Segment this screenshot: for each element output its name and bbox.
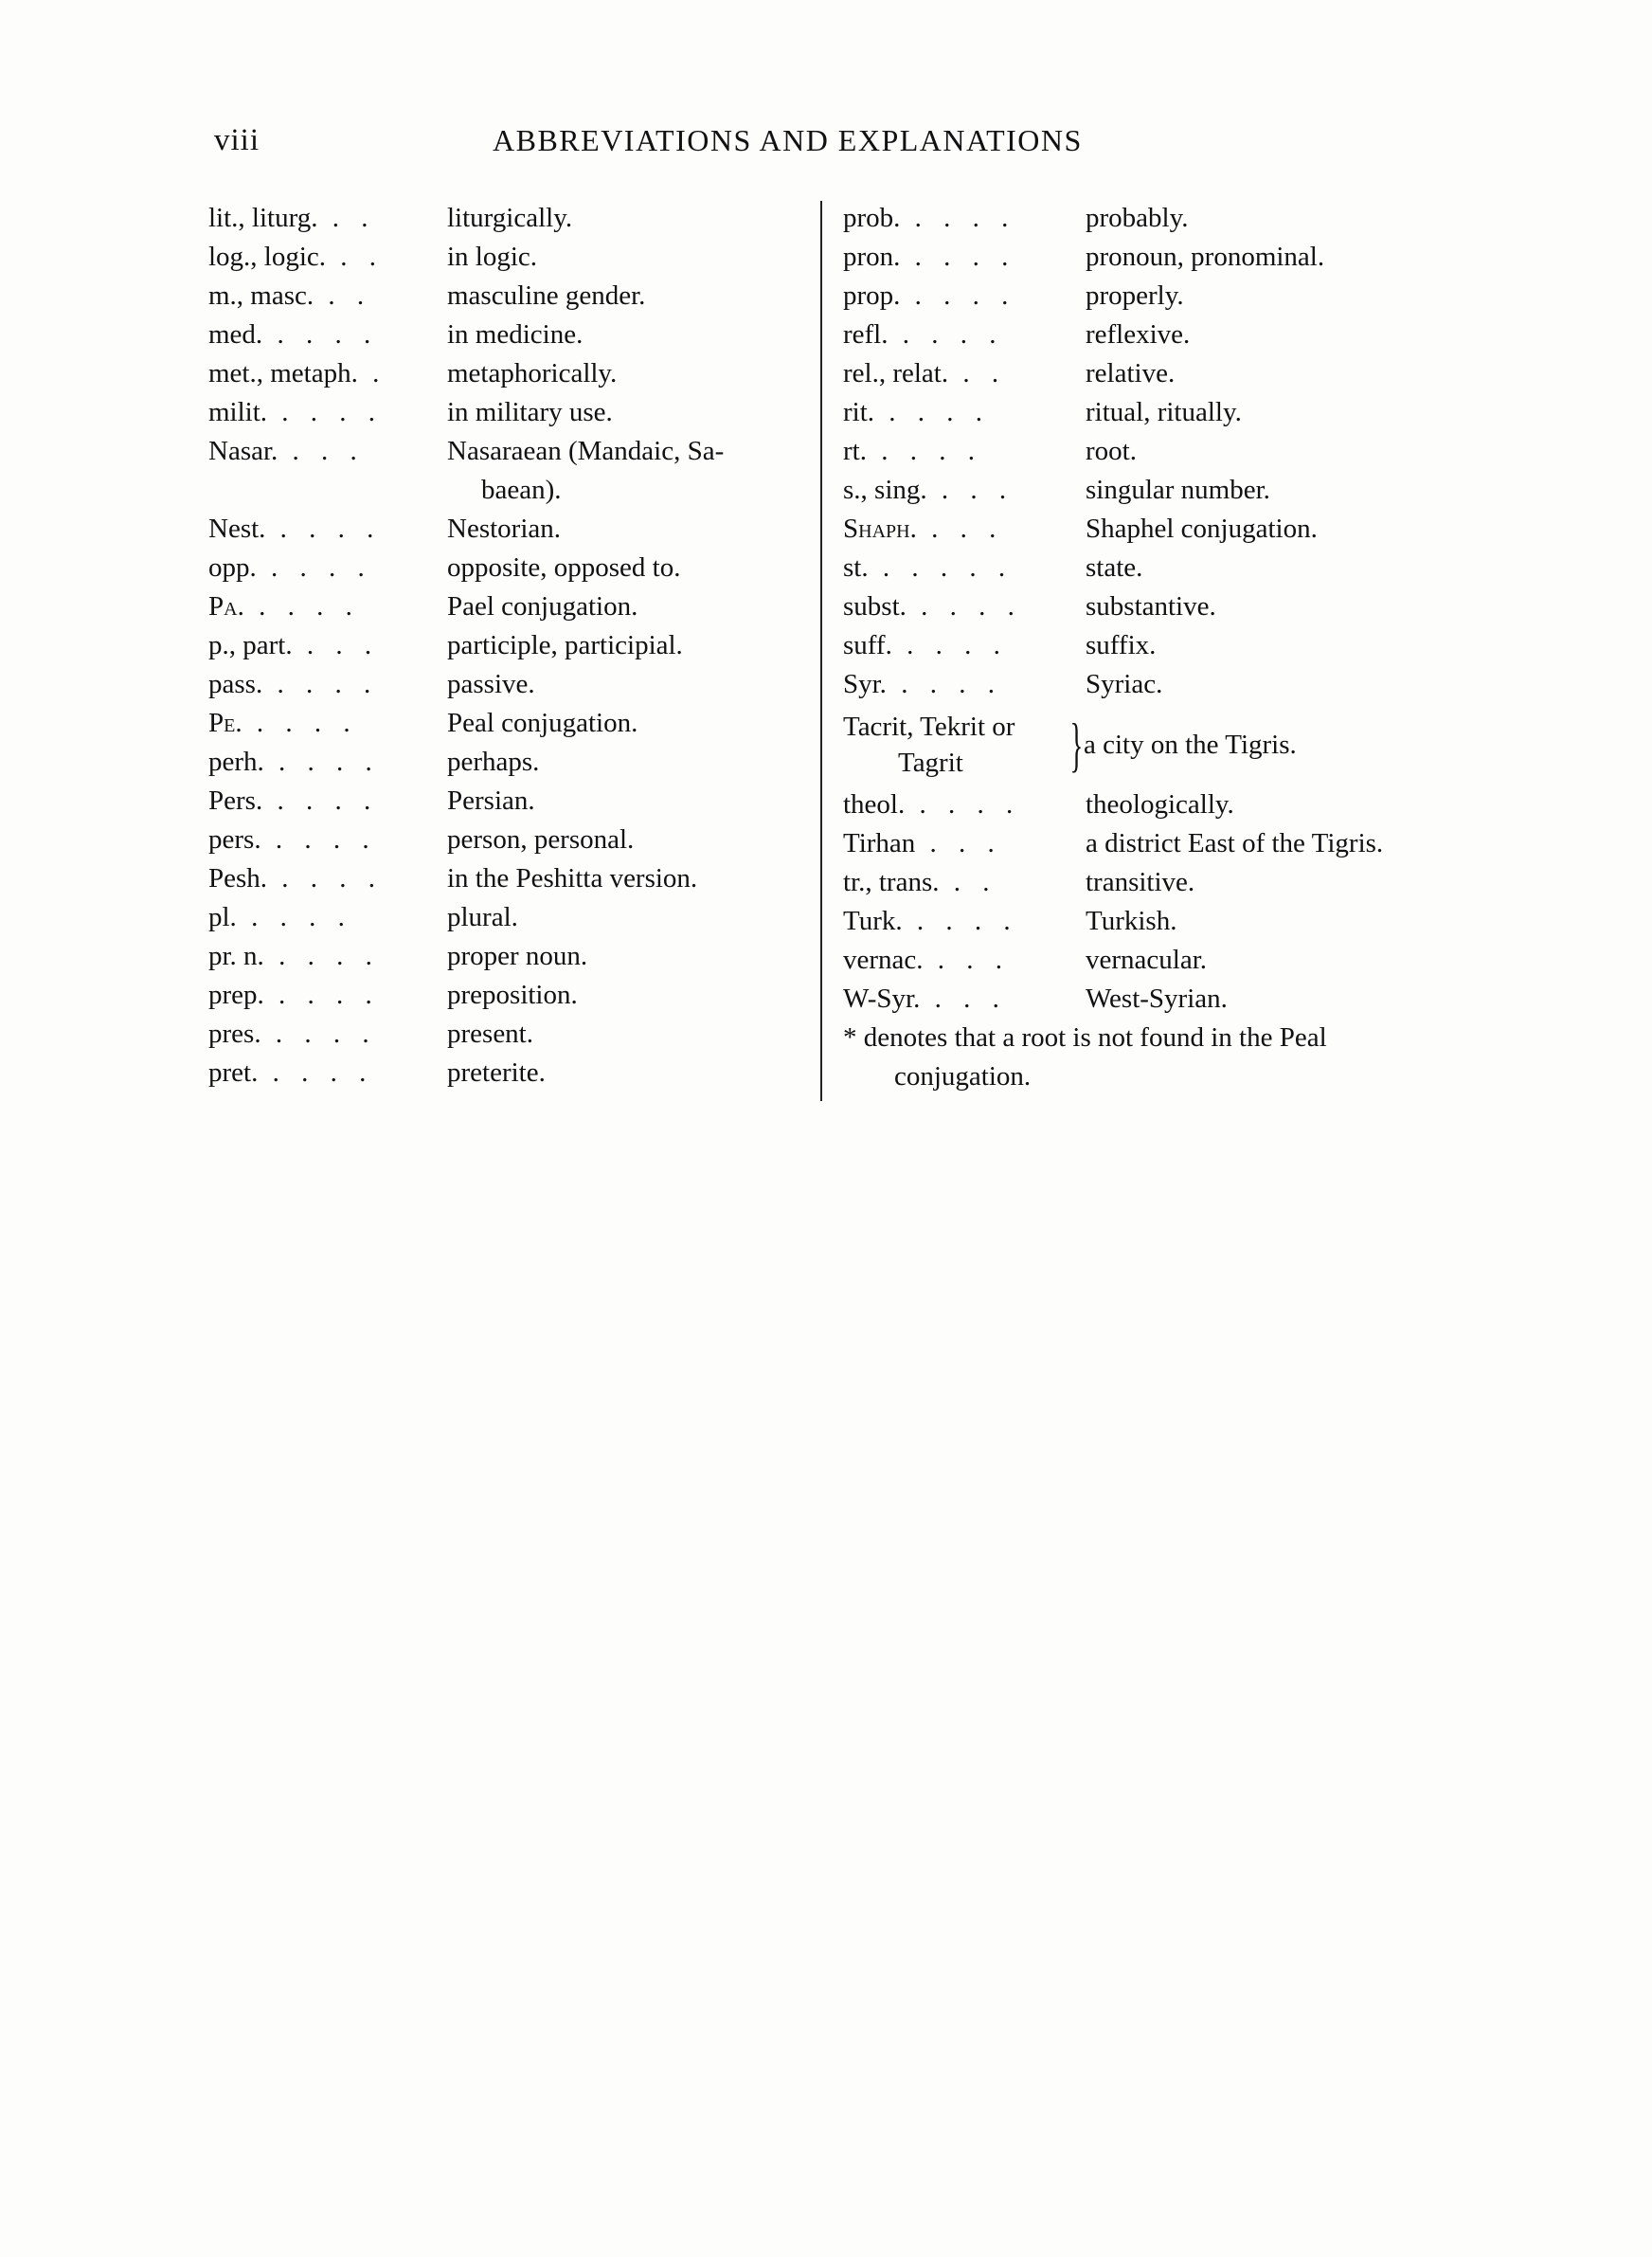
entry-abbr: Syr. bbox=[843, 669, 887, 699]
leader-dots: . . . . bbox=[267, 863, 384, 894]
leader-dots: . . bbox=[939, 867, 997, 897]
entry-abbr: prop. bbox=[843, 280, 901, 311]
entry-abbr: med. bbox=[208, 319, 263, 350]
entry-abbr: pret. bbox=[208, 1057, 259, 1088]
entry-abbr: Shaph. bbox=[843, 514, 917, 544]
entry-row bbox=[208, 782, 815, 821]
entry-row bbox=[843, 238, 1459, 277]
entry-row bbox=[208, 199, 815, 238]
leader-dots: . . . . bbox=[260, 824, 377, 855]
entry-row bbox=[843, 432, 1459, 471]
entry-abbr: Tirhan bbox=[843, 828, 916, 858]
entry-meaning: suffix. bbox=[1086, 630, 1157, 660]
leader-dots: . . bbox=[314, 280, 372, 311]
entry-meaning: plural. bbox=[447, 902, 518, 932]
leader-dots: . . bbox=[326, 242, 385, 272]
entry-meaning: a district East of the Tigris. bbox=[1086, 828, 1384, 858]
entry-abbr: prob. bbox=[843, 203, 901, 233]
entry-meaning: masculine gender. bbox=[447, 280, 646, 311]
entry-meaning: Shaphel conjugation. bbox=[1086, 514, 1318, 544]
entry-row bbox=[208, 432, 815, 510]
entry-abbr: rt. bbox=[843, 436, 867, 466]
tagrit-meaning: a city on the Tigris. bbox=[1084, 730, 1297, 760]
entry-row bbox=[843, 549, 1459, 587]
leader-dots: . . . bbox=[278, 436, 365, 466]
entry-meaning: perhaps. bbox=[447, 747, 540, 777]
entry-meaning: participle, participial. bbox=[447, 630, 683, 660]
entry-row bbox=[843, 277, 1459, 316]
entry-row bbox=[843, 471, 1459, 510]
entry-row bbox=[843, 316, 1459, 354]
entry-abbr: pr. n. bbox=[208, 941, 264, 971]
entry-meaning: substantive. bbox=[1086, 591, 1216, 622]
entry-meaning: passive. bbox=[447, 669, 535, 699]
entry-row bbox=[208, 277, 815, 316]
leader-dots: . . . bbox=[926, 475, 1015, 505]
entry-abbr: Turk. bbox=[843, 906, 903, 936]
tagrit-abbr-line1: Tacrit, Tekrit or bbox=[843, 712, 1015, 742]
entry-meaning: relative. bbox=[1086, 358, 1176, 388]
entry-meaning: transitive. bbox=[1086, 867, 1195, 897]
leader-dots: . . . . . bbox=[868, 552, 1014, 583]
footnote-line2: conjugation. bbox=[894, 1061, 1032, 1092]
curly-brace: } bbox=[1069, 711, 1084, 778]
entry-abbr: subst. bbox=[843, 591, 907, 622]
entry-meaning: theologically. bbox=[1086, 789, 1234, 820]
entry-row bbox=[843, 665, 1459, 704]
entry-meaning: Nasaraean (Mandaic, Sa- bbox=[447, 436, 725, 466]
entry-abbr: prep. bbox=[208, 980, 264, 1010]
entry-abbr: rit. bbox=[843, 397, 875, 427]
leader-dots: . . . bbox=[916, 514, 1004, 544]
entry-row bbox=[843, 393, 1459, 432]
leader-dots: . . . . bbox=[902, 906, 1018, 936]
leader-dots: . . bbox=[948, 358, 1007, 388]
entry-row bbox=[208, 665, 815, 704]
entry-meaning: root. bbox=[1086, 436, 1137, 466]
entry-row bbox=[208, 549, 815, 587]
entry-abbr: W-Syr. bbox=[843, 984, 921, 1014]
left-column bbox=[208, 199, 815, 1092]
entry-row bbox=[843, 980, 1459, 1019]
entry-row bbox=[208, 393, 815, 432]
entry-meaning: Pael conjugation. bbox=[447, 591, 638, 622]
entry-meaning: preterite. bbox=[447, 1057, 546, 1088]
entry-row bbox=[208, 510, 815, 549]
leader-dots: . . . . bbox=[263, 980, 380, 1010]
entry-abbr: p., part. bbox=[208, 630, 293, 660]
right-column bbox=[843, 199, 1459, 1096]
entry-row bbox=[208, 1054, 815, 1092]
entry-meaning: Nestorian. bbox=[447, 514, 561, 544]
entry-row bbox=[843, 199, 1459, 238]
entry-abbr: lit., liturg. bbox=[208, 203, 318, 233]
entry-row bbox=[843, 902, 1459, 941]
entry-meaning: opposite, opposed to. bbox=[447, 552, 681, 583]
entry-abbr: rel., relat. bbox=[843, 358, 949, 388]
entry-abbr: s., sing. bbox=[843, 475, 927, 505]
entry-abbr: refl. bbox=[843, 319, 889, 350]
entry-row bbox=[208, 238, 815, 277]
entry-abbr: met., metaph. bbox=[208, 358, 358, 388]
entry-abbr: pron. bbox=[843, 242, 901, 272]
entry-meaning-continued: baean). bbox=[481, 475, 562, 505]
leader-dots: . . bbox=[317, 203, 376, 233]
entry-row bbox=[208, 1015, 815, 1054]
leader-dots: . . . . bbox=[905, 789, 1021, 820]
page-number: viii bbox=[214, 123, 260, 157]
entry-row bbox=[208, 626, 815, 665]
entry-meaning: properly. bbox=[1086, 280, 1184, 311]
entry-row bbox=[843, 354, 1459, 393]
entry-row bbox=[843, 941, 1459, 980]
entry-abbr: pass. bbox=[208, 669, 263, 699]
tagrit-entry bbox=[843, 704, 1459, 785]
leader-dots: . . . . bbox=[906, 591, 1022, 622]
entry-meaning: reflexive. bbox=[1086, 319, 1191, 350]
footnote-line1: * denotes that a root is not found in the Peal bbox=[843, 1022, 1327, 1053]
entry-meaning: metaphorically. bbox=[447, 358, 618, 388]
entry-row bbox=[208, 354, 815, 393]
entry-abbr: perh. bbox=[208, 747, 264, 777]
leader-dots: . . . bbox=[915, 828, 1002, 858]
leader-dots: . . . . bbox=[262, 785, 379, 816]
leader-dots: . . . . bbox=[874, 397, 991, 427]
leader-dots: . . . bbox=[920, 984, 1007, 1014]
entry-abbr: opp. bbox=[208, 552, 257, 583]
leader-dots: . . . . bbox=[900, 242, 1016, 272]
entry-meaning: Syriac. bbox=[1086, 669, 1163, 699]
leader-dots: . . . . bbox=[256, 552, 372, 583]
entry-meaning: state. bbox=[1086, 552, 1143, 583]
entry-meaning: pronoun, pronominal. bbox=[1086, 242, 1325, 272]
entry-meaning: proper noun. bbox=[447, 941, 588, 971]
entry-row bbox=[843, 510, 1459, 549]
entry-row bbox=[843, 785, 1459, 824]
entry-meaning: singular number. bbox=[1086, 475, 1270, 505]
leader-dots: . . . . bbox=[263, 747, 380, 777]
leader-dots: . . . . bbox=[866, 436, 982, 466]
entry-abbr: Pa. bbox=[208, 591, 244, 622]
entry-row bbox=[208, 587, 815, 626]
entry-abbr: pres. bbox=[208, 1019, 261, 1049]
entry-abbr: pers. bbox=[208, 824, 261, 855]
entry-abbr: Pe. bbox=[208, 708, 242, 738]
entry-meaning: in medicine. bbox=[447, 319, 584, 350]
entry-meaning: Turkish. bbox=[1086, 906, 1177, 936]
leader-dots: . . . . bbox=[236, 902, 352, 932]
entry-meaning: preposition. bbox=[447, 980, 578, 1010]
entry-row bbox=[843, 863, 1459, 902]
entry-abbr: st. bbox=[843, 552, 869, 583]
entry-meaning: Persian. bbox=[447, 785, 535, 816]
leader-dots: . . . . bbox=[258, 1057, 374, 1088]
entry-abbr: suff. bbox=[843, 630, 892, 660]
entry-abbr: Nest. bbox=[208, 514, 266, 544]
entry-row bbox=[208, 743, 815, 782]
entry-meaning: probably. bbox=[1086, 203, 1189, 233]
entry-meaning: in the Peshitta version. bbox=[447, 863, 698, 894]
entry-row bbox=[208, 937, 815, 976]
entry-abbr: Pers. bbox=[208, 785, 263, 816]
leader-dots: . . . . bbox=[888, 319, 1004, 350]
entry-abbr: milit. bbox=[208, 397, 268, 427]
entry-abbr: theol. bbox=[843, 789, 906, 820]
entry-meaning: ritual, ritually. bbox=[1086, 397, 1242, 427]
entry-meaning: in military use. bbox=[447, 397, 613, 427]
leader-dots: . bbox=[357, 358, 387, 388]
entry-abbr: m., masc. bbox=[208, 280, 314, 311]
leader-dots: . . . . bbox=[262, 669, 379, 699]
leader-dots: . . . . bbox=[265, 514, 382, 544]
entry-row bbox=[208, 976, 815, 1015]
entry-meaning: West-Syrian. bbox=[1086, 984, 1228, 1014]
entry-meaning: vernacular. bbox=[1086, 945, 1208, 975]
leader-dots: . . . . bbox=[891, 630, 1008, 660]
running-title: ABBREVIATIONS AND EXPLANATIONS bbox=[493, 123, 1083, 157]
leader-dots: . . . . bbox=[243, 591, 360, 622]
entry-abbr: log., logic. bbox=[208, 242, 327, 272]
footnote bbox=[843, 1019, 1459, 1096]
leader-dots: . . . . bbox=[260, 1019, 377, 1049]
entry-row bbox=[843, 824, 1459, 863]
entry-abbr: tr., trans. bbox=[843, 867, 940, 897]
leader-dots: . . . . bbox=[263, 941, 380, 971]
entry-row bbox=[208, 316, 815, 354]
column-divider bbox=[820, 201, 822, 1101]
entry-row bbox=[843, 626, 1459, 665]
leader-dots: . . . . bbox=[900, 280, 1016, 311]
entry-abbr: vernac. bbox=[843, 945, 924, 975]
leader-dots: . . . . bbox=[262, 319, 379, 350]
entry-row bbox=[843, 587, 1459, 626]
entry-meaning: Peal conjugation. bbox=[447, 708, 638, 738]
leader-dots: . . . bbox=[923, 945, 1011, 975]
entry-meaning: person, personal. bbox=[447, 824, 635, 855]
entry-row bbox=[208, 859, 815, 898]
entry-row bbox=[208, 704, 815, 743]
leader-dots: . . . . bbox=[242, 708, 358, 738]
tagrit-abbr-line2: Tagrit bbox=[898, 748, 963, 778]
entry-row bbox=[208, 821, 815, 859]
entry-abbr: pl. bbox=[208, 902, 237, 932]
leader-dots: . . . . bbox=[267, 397, 384, 427]
leader-dots: . . . . bbox=[886, 669, 1002, 699]
leader-dots: . . . bbox=[292, 630, 380, 660]
entry-row bbox=[208, 898, 815, 937]
entry-meaning: in logic. bbox=[447, 242, 538, 272]
entry-meaning: present. bbox=[447, 1019, 533, 1049]
entry-meaning: liturgically. bbox=[447, 203, 573, 233]
leader-dots: . . . . bbox=[900, 203, 1016, 233]
entry-abbr: Pesh. bbox=[208, 863, 268, 894]
entry-abbr: Nasar. bbox=[208, 436, 278, 466]
